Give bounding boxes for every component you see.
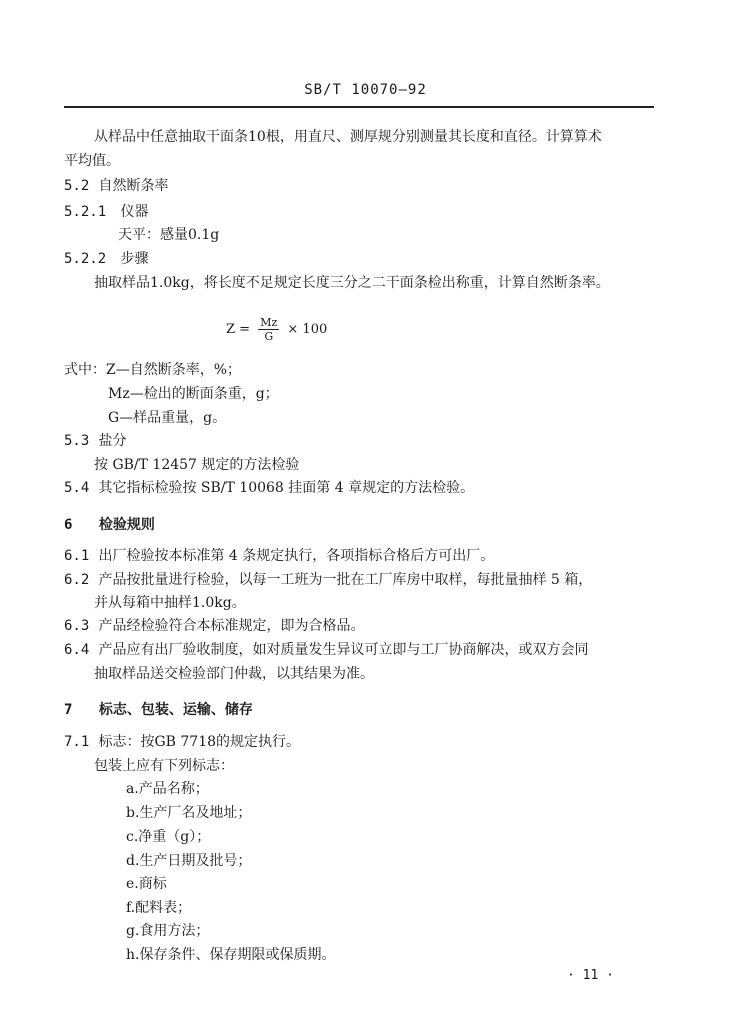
item-number: 6.3 — [64, 618, 90, 634]
item-6-3 — [64, 616, 364, 636]
item-6-4-cont: 抽取样品送交检验部门仲裁，以其结果为准。 — [94, 666, 374, 682]
formula-fraction — [258, 316, 279, 343]
list-item: f.配料表； — [126, 900, 192, 916]
section-text: 其它指标检验按 SB/T 10068 挂面第 4 章规定的方法检验。 — [98, 480, 475, 496]
section-6-heading — [64, 515, 155, 535]
section-7-heading — [64, 700, 253, 720]
item-7-1 — [64, 732, 300, 752]
item-6-4 — [64, 640, 588, 660]
formula-numerator: Mz — [260, 316, 278, 329]
procedure-text: 抽取样品1.0kg，将长度不足规定长度三分之二干面条检出称重，计算自然断条率。 — [94, 275, 610, 291]
list-item: e.商标 — [126, 876, 167, 892]
item-6-1 — [64, 546, 494, 566]
formula-right: × 100 — [287, 322, 328, 337]
item-text: 产品按批量进行检验，以每一工班为一批在工厂库房中取样，每批量抽样 5 箱， — [98, 572, 593, 588]
intro-line-2: 平均值。 — [64, 153, 120, 169]
salt-method: 按 GB/T 12457 规定的方法检验 — [94, 457, 300, 473]
section-title: 步骤 — [120, 251, 149, 267]
formula-left: Z = — [226, 322, 251, 337]
item-number: 6.2 — [64, 572, 90, 588]
intro-line-1: 从样品中任意抽取干面条10根，用直尺、测厚规分别测量其长度和直径。计算算术 — [94, 129, 602, 145]
list-item: a.产品名称； — [126, 781, 209, 797]
where-line-2: Mz—检出的断面条重，g； — [108, 386, 279, 402]
section-number: 5.2.1 — [64, 204, 107, 220]
section-5-2-2 — [64, 249, 148, 269]
section-title: 自然断条率 — [98, 178, 169, 194]
item-text: 标志：按GB 7718的规定执行。 — [98, 734, 301, 750]
section-number: 5.3 — [64, 433, 90, 449]
section-number: 5.2 — [64, 178, 90, 194]
list-item: h.保存条件、保存期限或保质期。 — [126, 947, 336, 963]
where-line-1: 式中：Z—自然断条率，%； — [64, 362, 242, 378]
item-text: 出厂检验按本标准第 4 条规定执行，各项指标合格后方可出厂。 — [98, 548, 495, 564]
list-item: d.生产日期及批号； — [126, 853, 252, 869]
item-6-2-cont: 并从每箱中抽样1.0kg。 — [94, 595, 246, 611]
formula-denominator: G — [264, 330, 274, 343]
section-title: 盐分 — [98, 433, 127, 449]
item-text: 产品应有出厂验收制度，如对质量发生异议可立即与工厂协商解决，或双方会同 — [98, 642, 589, 658]
marking-lead: 包装上应有下列标志： — [94, 758, 234, 774]
section-number: 5.2.2 — [64, 251, 107, 267]
item-number: 6.4 — [64, 642, 90, 658]
section-title: 检验规则 — [98, 517, 155, 533]
list-item: g.食用方法； — [126, 923, 210, 939]
standard-header: SB/T 10070—92 — [304, 82, 427, 98]
item-number: 6.1 — [64, 548, 90, 564]
page-number: · 11 · — [567, 968, 614, 983]
section-number: 7 — [64, 702, 73, 718]
section-5-3 — [64, 431, 126, 451]
where-line-3: G—样品重量，g。 — [108, 410, 227, 426]
section-number: 6 — [64, 517, 73, 533]
section-5-2-1 — [64, 202, 148, 222]
section-5-2 — [64, 176, 168, 196]
section-title: 标志、包装、运输、储存 — [98, 702, 253, 718]
section-5-4 — [64, 478, 474, 498]
section-number: 5.4 — [64, 480, 90, 496]
item-number: 7.1 — [64, 734, 90, 750]
section-title: 仪器 — [120, 204, 149, 220]
list-item: c.净重（g）； — [126, 829, 211, 845]
item-6-2 — [64, 570, 592, 590]
breakage-rate-formula — [226, 316, 327, 343]
list-item: b.生产厂名及地址； — [126, 805, 252, 821]
balance-spec: 天平：感量0.1g — [118, 227, 220, 243]
header-rule — [64, 106, 654, 108]
item-text: 产品经检验符合本标准规定，即为合格品。 — [98, 618, 365, 634]
